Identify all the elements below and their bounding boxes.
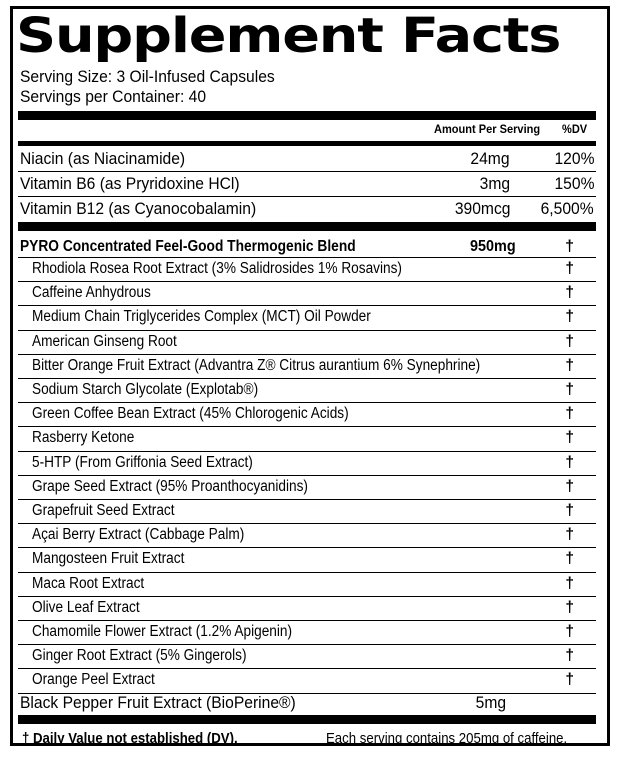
caffeine-note: Each serving contains 205mg of caffeine. — [326, 730, 568, 747]
ingredient-dv: † — [565, 308, 574, 326]
ingredient-name: Green Coffee Bean Extract (45% Chlorogenic Acids) — [32, 405, 349, 423]
serving-size: Serving Size: 3 Oil-Infused Capsules — [20, 67, 275, 86]
ingredient-dv: † — [565, 574, 574, 592]
ingredient-dv: † — [565, 477, 574, 495]
ingredient-name: Açai Berry Extract (Cabbage Palm) — [32, 526, 245, 544]
vitamin-name: Vitamin B6 (as Pryridoxine HCl) — [20, 174, 240, 193]
panel-title: Supplement Facts — [16, 8, 561, 64]
ingredient-dv: † — [565, 453, 574, 471]
vitamin-dv: 120% — [553, 149, 594, 168]
ingredient-dv: † — [565, 260, 574, 277]
ingredient-dv: † — [565, 550, 574, 568]
header-amount-per-serving: Amount Per Serving — [434, 122, 541, 136]
ingredient-name: Rasberry Ketone — [32, 429, 135, 447]
vitamin-name: Niacin (as Niacinamide) — [20, 149, 186, 168]
vitamin-dv: 150% — [553, 174, 594, 193]
medium-divider — [18, 141, 596, 146]
ingredient-dv: † — [565, 502, 574, 519]
header-dv: %DV — [562, 122, 588, 136]
ingredient-name: Grapefruit Seed Extract — [32, 502, 175, 519]
black-pepper-amount: 5mg — [475, 693, 506, 712]
thick-divider — [18, 715, 596, 724]
ingredient-name: 5-HTP (From Griffonia Seed Extract) — [32, 453, 253, 471]
vitamin-dv: 6,500% — [540, 199, 594, 218]
vitamin-amount: 3mg — [479, 174, 510, 193]
row-divider — [18, 196, 596, 197]
ingredient-dv: † — [565, 429, 574, 447]
ingredient-name: Caffeine Anhydrous — [32, 284, 151, 302]
vitamin-amount: 390mcg — [454, 199, 510, 218]
ingredient-dv: † — [565, 284, 574, 302]
footnote-dv: † Daily Value not established (DV). — [22, 730, 238, 747]
ingredient-name: American Ginseng Root — [32, 332, 177, 350]
ingredient-dv: † — [565, 647, 574, 665]
ingredient-name: Maca Root Extract — [32, 574, 145, 592]
ingredient-dv: † — [565, 381, 574, 398]
ingredient-dv: † — [565, 526, 574, 544]
ingredient-name: Sodium Starch Glycolate (Explotab®) — [32, 381, 259, 398]
row-divider — [18, 171, 596, 172]
blend-dv: † — [565, 238, 574, 255]
ingredient-dv: † — [565, 356, 574, 374]
ingredient-dv: † — [565, 671, 574, 689]
servings-per-container: Servings per Container: 40 — [20, 87, 207, 106]
ingredient-name: Chamomile Flower Extract (1.2% Apigenin) — [32, 623, 293, 640]
ingredient-dv: † — [565, 405, 574, 423]
ingredient-name: Bitter Orange Fruit Extract (Advantra Z® Citrus aurantium 6% Synephrine) — [32, 356, 481, 374]
thick-divider — [18, 222, 596, 231]
ingredient-name: Rhodiola Rosea Root Extract (3% Salidrosides 1% Rosavins) — [32, 260, 402, 277]
ingredient-dv: † — [565, 332, 574, 350]
blend-name: PYRO Concentrated Feel-Good Thermogenic Blend — [20, 238, 356, 255]
blend-amount: 950mg — [470, 238, 516, 255]
ingredient-name: Orange Peel Extract — [32, 671, 155, 689]
ingredient-name: Olive Leaf Extract — [32, 598, 140, 616]
ingredient-name: Mangosteen Fruit Extract — [32, 550, 185, 568]
vitamin-amount: 24mg — [470, 149, 510, 168]
thick-divider — [18, 111, 596, 120]
ingredient-name: Grape Seed Extract (95% Proanthocyanidins) — [32, 477, 308, 495]
ingredient-name: Medium Chain Triglycerides Complex (MCT) Oil Powder — [32, 308, 371, 326]
black-pepper-name: Black Pepper Fruit Extract (BioPerine®) — [20, 693, 296, 712]
ingredient-dv: † — [565, 598, 574, 616]
vitamin-name: Vitamin B12 (as Cyanocobalamin) — [20, 199, 257, 218]
ingredient-dv: † — [565, 623, 574, 640]
ingredient-name: Ginger Root Extract (5% Gingerols) — [32, 647, 247, 665]
